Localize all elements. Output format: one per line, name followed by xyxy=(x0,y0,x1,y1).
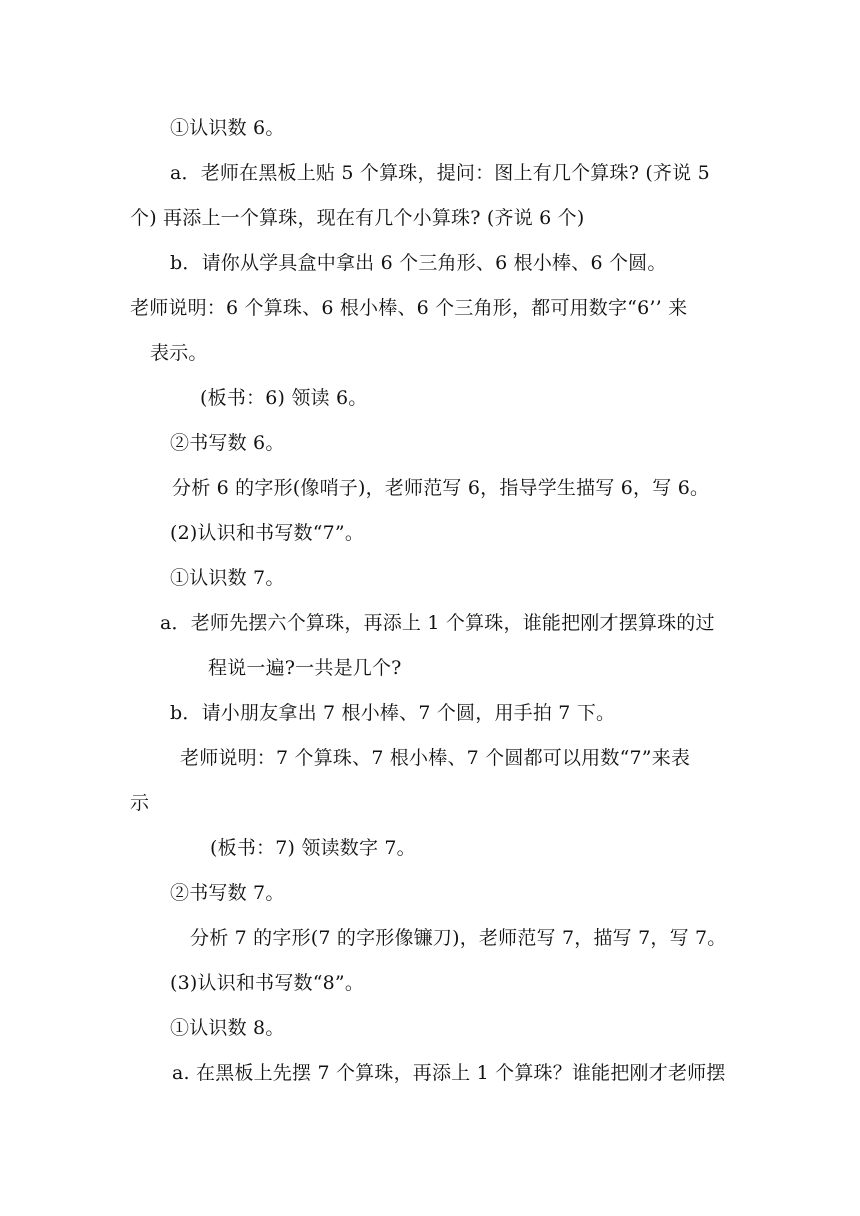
text-line: b．请你从学具盒中拿出 6 个三角形、6 根小棒、6 个圆。 xyxy=(170,252,667,274)
text-line: 分析 6 的字形(像哨子)，老师范写 6，指导学生描写 6，写 6。 xyxy=(172,477,710,499)
text-line: a．老师在黑板上贴 5 个算珠，提问：图上有几个算珠? (齐说 5 xyxy=(170,162,710,184)
text-line: ①认识数 6。 xyxy=(170,117,285,139)
text-line: 示 xyxy=(130,792,150,814)
text-line: ①认识数 8。 xyxy=(170,1017,285,1039)
text-line: 分析 7 的字形(7 的字形像镰刀)，老师范写 7，描写 7，写 7。 xyxy=(190,927,727,949)
text-line: 表示。 xyxy=(150,342,208,364)
text-line: a．老师先摆六个算珠，再添上 1 个算珠，谁能把刚才摆算珠的过 xyxy=(160,612,715,634)
text-line: ②书写数 6。 xyxy=(170,432,285,454)
text-line: b．请小朋友拿出 7 根小棒、7 个圆，用手拍 7 下。 xyxy=(170,702,616,724)
text-line: (板书：7) 领读数字 7。 xyxy=(210,837,416,859)
text-line: a. 在黑板上先摆 7 个算珠，再添上 1 个算珠？谁能把刚才老师摆 xyxy=(172,1062,726,1084)
text-line: (2)认识和书写数“7”。 xyxy=(170,522,365,544)
text-line: 老师说明：6 个算珠、6 根小棒、6 个三角形，都可用数字“6’’ 来 xyxy=(130,297,688,319)
text-line: (板书：6) 领读 6。 xyxy=(200,387,368,409)
text-line: (3)认识和书写数“8”。 xyxy=(170,972,365,994)
text-line: ①认识数 7。 xyxy=(170,567,285,589)
text-line: ②书写数 7。 xyxy=(170,882,285,904)
text-line: 程说一遍?一共是几个? xyxy=(208,657,402,679)
text-line: 老师说明：7 个算珠、7 根小棒、7 个圆都可以用数“7”来表 xyxy=(180,747,691,769)
text-line: 个) 再添上一个算珠，现在有几个小算珠? (齐说 6 个) xyxy=(130,207,585,229)
